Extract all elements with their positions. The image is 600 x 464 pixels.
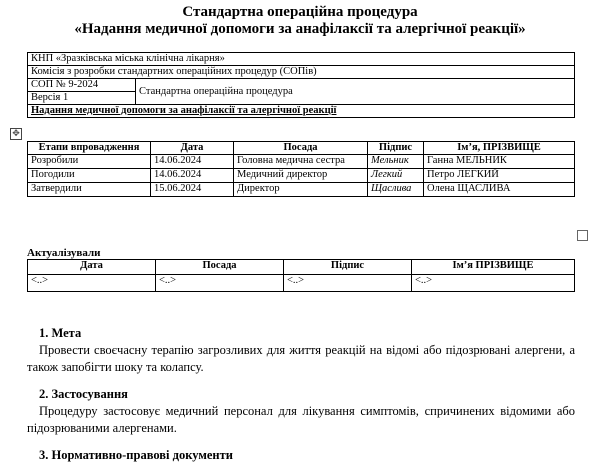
actualized-table [27, 259, 575, 292]
cell-date: <..> [28, 275, 156, 292]
col-header-date: Дата [28, 260, 156, 275]
cell-stage: Погодили [28, 169, 151, 183]
col-header-stage: Етапи впровадження [28, 142, 151, 155]
document-title-line2: «Надання медичної допомоги за анафілаксії та алергічної реакції» [74, 21, 526, 37]
table-row [28, 183, 575, 197]
table-move-handle-icon[interactable]: ✥ [10, 128, 22, 140]
cell-name: Олена ЩАСЛИВА [424, 183, 575, 197]
cell-date: 14.06.2024 [151, 155, 234, 169]
cell-date: 14.06.2024 [151, 169, 234, 183]
section-regulations [27, 447, 575, 464]
col-header-date: Дата [151, 142, 234, 155]
procedure-name: Надання медичної допомоги за анафілаксії та алергічної реакції [28, 105, 575, 118]
approval-table [27, 141, 575, 197]
version: Версія 1 [28, 92, 136, 105]
col-header-signature: Підпис [284, 260, 412, 275]
cell-stage: Розробили [28, 155, 151, 169]
actualized-label: Актуалізували [27, 247, 101, 259]
cell-stage: Затвердили [28, 183, 151, 197]
col-header-name: Ім’я ПРІЗВИЩЕ [412, 260, 575, 275]
section-heading: 3. Нормативно-правові документи [39, 448, 233, 462]
cell-position: Директор [234, 183, 368, 197]
section-heading: 2. Застосування [39, 387, 128, 401]
sop-number: СОП № 9-2024 [28, 79, 136, 92]
table-row [28, 155, 575, 169]
document-title-line1: Стандартна операційна процедура [182, 4, 418, 20]
section-text: Процедуру застосовує медичний персонал для лікування симптомів, спричинених відомими або підозрюваними алергенами. [27, 404, 575, 435]
col-header-signature: Підпис [368, 142, 424, 155]
section-application [27, 386, 575, 437]
table-row [28, 275, 575, 292]
table-resize-handle-icon[interactable] [577, 230, 588, 241]
section-text: Провести своєчасну терапію загрозливих для життя реакцій на відомі або підозрювані алергени, а також запобігти шоку та колапсу. [27, 343, 575, 374]
table-row [28, 169, 575, 183]
cell-position: Медичний директор [234, 169, 368, 183]
org-name: КНП «Зразківська міська клінічна лікарня» [28, 53, 575, 66]
cell-date: 15.06.2024 [151, 183, 234, 197]
cell-signature: Мельник [368, 155, 424, 169]
doc-type: Стандартна операційна процедура [136, 79, 575, 105]
cell-name: Петро ЛЕГКИЙ [424, 169, 575, 183]
section-heading: 1. Мета [39, 326, 82, 340]
cell-signature: Щаслива [368, 183, 424, 197]
cell-name: <..> [412, 275, 575, 292]
cell-signature: <..> [284, 275, 412, 292]
col-header-position: Посада [234, 142, 368, 155]
cell-name: Ганна МЕЛЬНИК [424, 155, 575, 169]
cell-signature: Легкий [368, 169, 424, 183]
committee-name: Комісія з розробки стандартних операційних процедур (СОПів) [28, 66, 575, 79]
cell-position: Головна медична сестра [234, 155, 368, 169]
section-purpose [27, 325, 575, 376]
cell-position: <..> [156, 275, 284, 292]
header-table [27, 52, 575, 118]
col-header-position: Посада [156, 260, 284, 275]
col-header-name: Ім’я, ПРІЗВИЩЕ [424, 142, 575, 155]
